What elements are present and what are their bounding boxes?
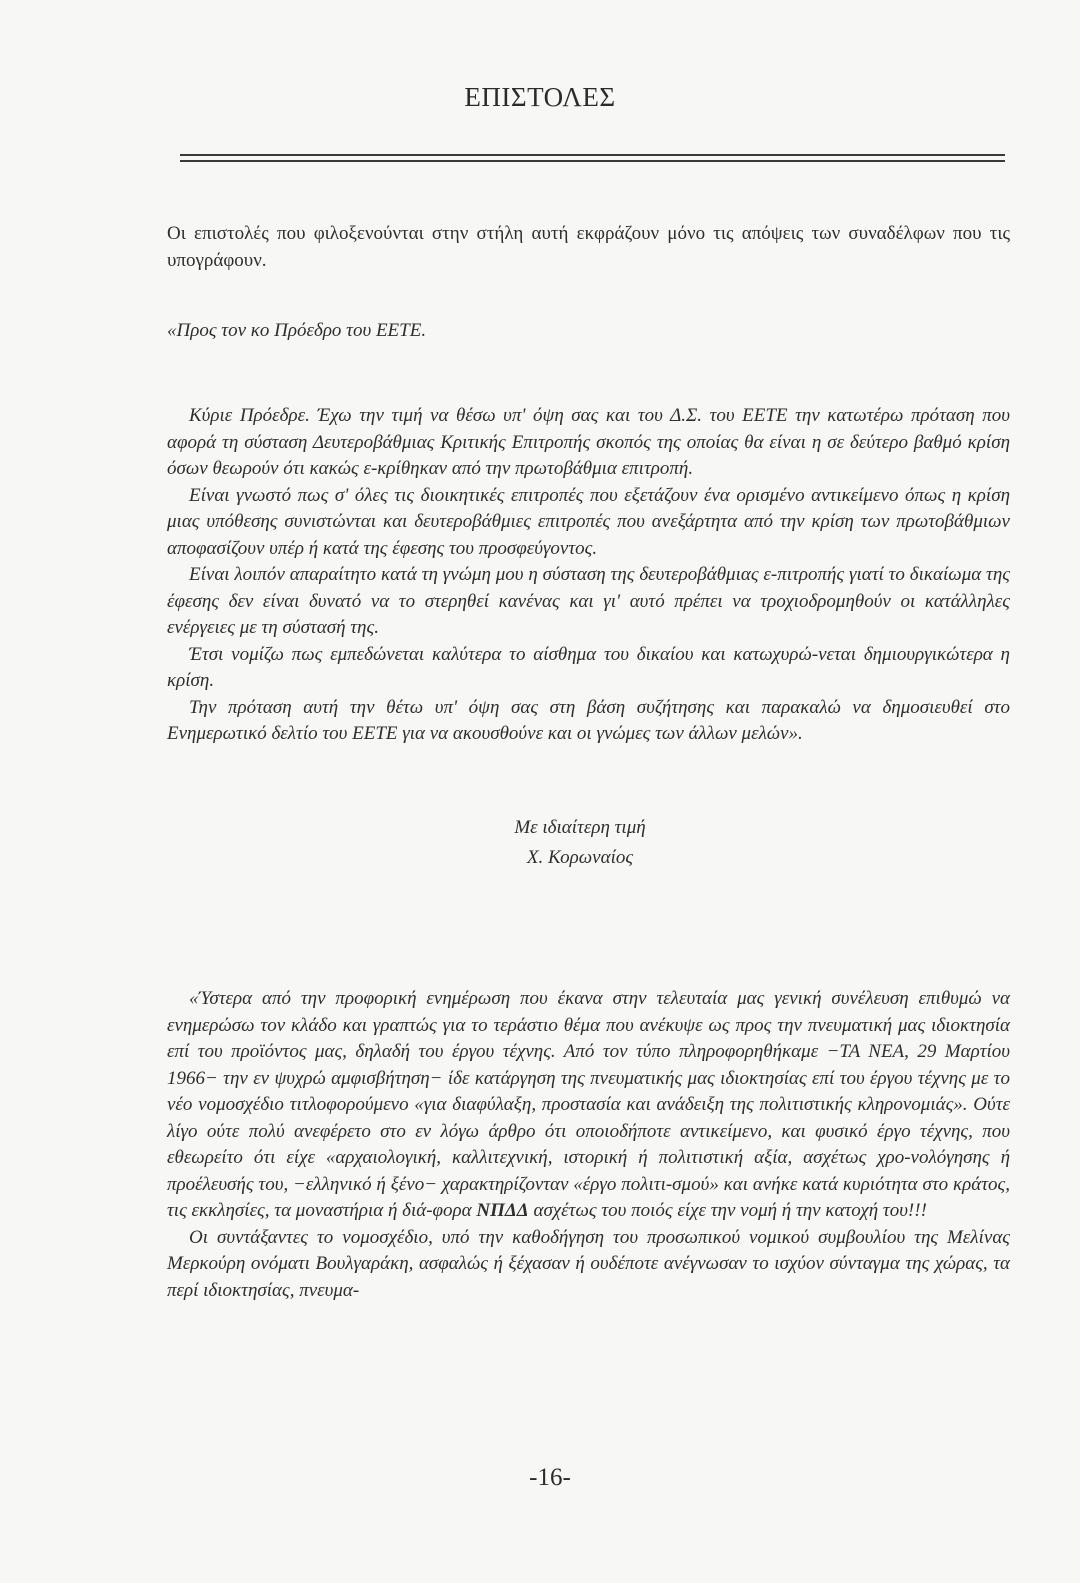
- signature-name: Χ. Κορωναίος: [526, 847, 634, 868]
- letter-1-signature-block: [0, 813, 1080, 873]
- letter-1-paragraph: Έτσι νομίζω πως εμπεδώνεται καλύτερα το αίσθημα του δικαίου και κατωχυρώ-νεται δημιουργικώτερα η κρίση.: [167, 643, 1010, 691]
- greeting-line: «Προς τον κο Πρόεδρο του ΕΕΤΕ.: [167, 320, 427, 341]
- letter-1-body: [167, 403, 1010, 748]
- text-run: «Ύστερα από την προφορική ενημέρωση που έκανα στην τελευταία μας γενική συνέλευση επιθυμώ να ενημερώσω τον κλάδο και γραπτώς για το τεράστιο θέμα που ανέκυψε ως προς την πνευματική μας ιδιοκτησία επί του προϊόντος μας, δηλαδή του έργου τέχνης. Από τον τύπο πληροφορηθήκαμε −ΤΑ ΝΕΑ, 29 Μαρτίου 1966− την εν ψυχρώ αμφισβήτηση− ίδε κατάργηση της πνευματικής μας ιδιοκτησίας επί του έργου τέχνης με το νέο νομοσχέδιο τιτλοφορούμενο «για διαφύλαξη, προστασία και ανάδειξη της πολιτιστικής κληρονομιάς». Ούτε λίγο ούτε πολύ ανεφέρετο στο εν λόγω άρθρο ότι οποιοδήποτε αντικείμενο, και φυσικό έργο τέχνης, που εθεωρείτο ότι είχε «αρχαιολογική, καλλιτεχνική, ιστορική ή πολιτιστική αξία, ασχέτως χρο-νολόγησης ή προέλευσής του, −ελληνικό ή ξένο− χαρακτηρίζονταν «έργο πολιτι-σμού» και ανήκε κατά κυριότητα στο κράτος, τις εκκλησίες, τα μοναστήρια ή διά-φορα: [167, 988, 1010, 1221]
- letter-1-paragraph: Είναι γνωστό πως σ' όλες τις διοικητικές επιτροπές που εξετάζουν ένα ορισμένο αντικείμενο όπως η κρίση μιας υπόθεσης συνιστώνται και δευτεροβάθμιες επιτροπές που ανεξάρτητα από την κρίση των πρωτοβάθμιων αποφασίζουν υπέρ ή κατά της έφεσης του προσφεύγοντος.: [167, 484, 1010, 559]
- letter-1-paragraph: Είναι λοιπόν απαραίτητο κατά τη γνώμη μου η σύσταση της δευτεροβάθμιας ε-πιτροπής γιατί το δικαίωμα της έφεσης δεν είναι δυνατό να το στερηθεί κανένας και γι' αυτό πρέπει να τροχιοδρομηθούν οι κατάλληλες ενέργειες με τη σύστασή της.: [167, 564, 1010, 638]
- letter-2-paragraph: [167, 986, 1010, 1225]
- letter-1-paragraph: Την πρόταση αυτή την θέτω υπ' όψη σας στη βάση συζήτησης και παρακαλώ να δημοσιευθεί στο Ενημερωτικό δελτίο του ΕΕΤΕ για να ακουσθούνε και οι γνώμες των άλλων μελών».: [167, 696, 1010, 744]
- text-run: ασχέτως του ποιός είχε την νομή ή την κατοχή του!!!: [528, 1200, 927, 1221]
- letter-2-paragraph: Οι συντάξαντες το νομοσχέδιο, υπό την καθοδήγηση του προσωπικού νομικού συμβουλίου της Μελίνας Μερκούρη ονόματι Βουλγαράκη, ασφαλώς ή ξέχασαν ή ουδέποτε ανέγνωσαν το ισχύον σύνταγμα της χώρας, τα περί ιδιοκτησίας, πνευμα-: [167, 1226, 1010, 1301]
- page-number: -16-: [529, 1464, 571, 1491]
- closing-line: Με ιδιαίτερη τιμή: [514, 817, 646, 838]
- letter-2-body: [167, 986, 1010, 1304]
- title-rule-upper: [180, 154, 1005, 156]
- page-title: ΕΠΙΣΤΟΛΕΣ: [464, 82, 616, 112]
- letter-1-paragraph: Κύριε Πρόεδρε. Έχω την τιμή να θέσω υπ' όψη σας και του Δ.Σ. του ΕΕΤΕ την κατωτέρω πρόταση που αφορά τη σύσταση Δευτεροβάθμιας Κριτικής Επιτροπής σκοπός της οποίας θα είναι η σε δεύτερο βαθμό κρίση όσων θεωρούν ότι κακώς ε-κρίθηκαν από την πρωτοβάθμια επιτροπή.: [167, 405, 1010, 479]
- bold-abbreviation: ΝΠΔΔ: [476, 1200, 529, 1221]
- title-rule-lower: [180, 160, 1005, 162]
- letter-1-greeting: [167, 318, 1010, 345]
- editorial-disclaimer: Οι επιστολές που φιλοξενούνται στην στήλη αυτή εκφράζουν μόνο τις απόψεις των συναδέλφων που τις υπογράφουν.: [167, 223, 1010, 271]
